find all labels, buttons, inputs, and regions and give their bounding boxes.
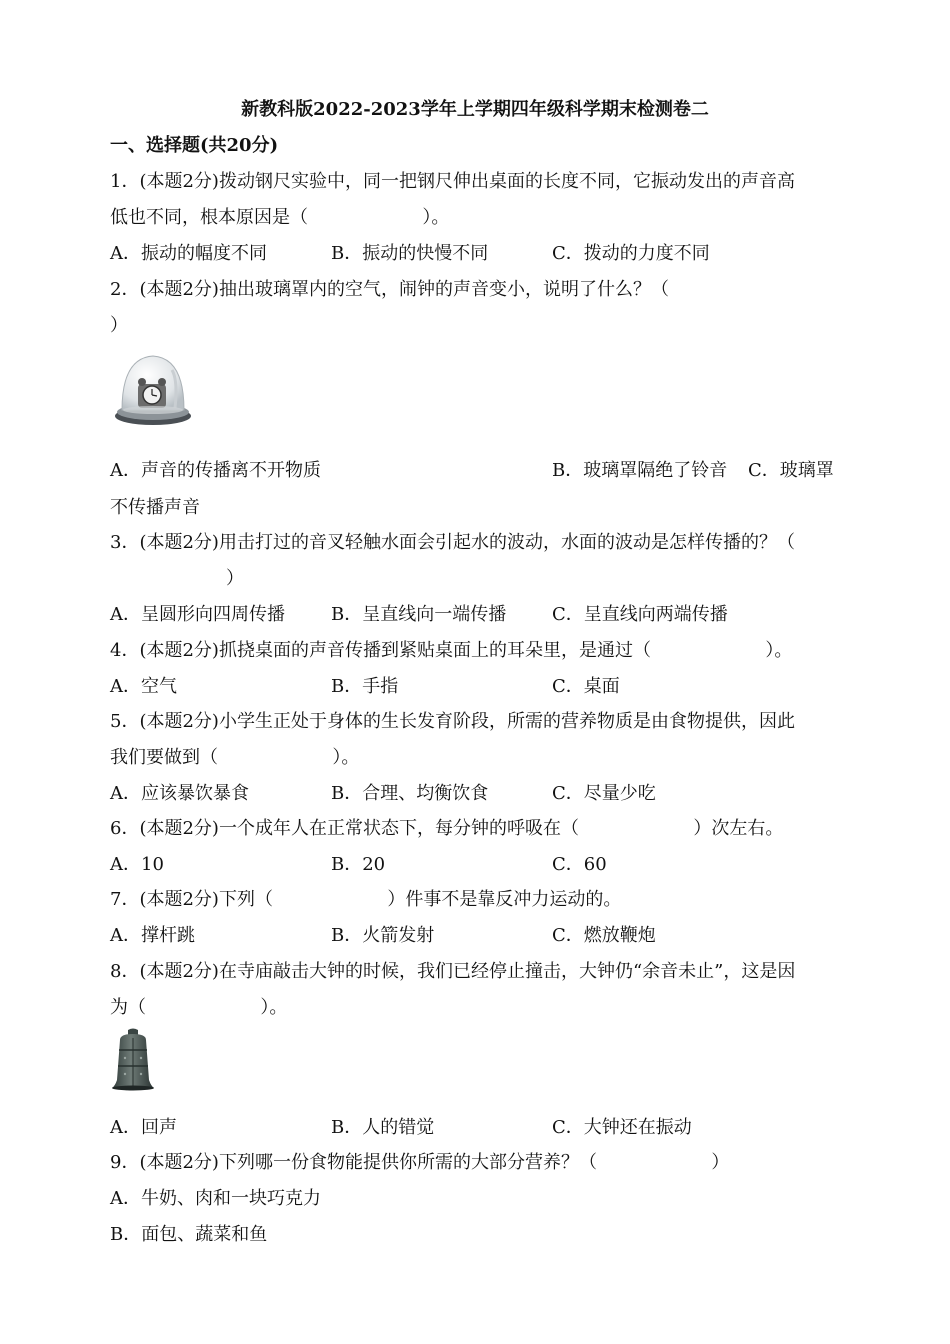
question-7-line-1: 7．(本题2分)下列（ ）件事不是靠反冲力运动的。 (110, 889, 622, 910)
question-8-option-c: C．大钟还在振动 (552, 1117, 692, 1138)
question-2-option-c-continued: 不传播声音 (110, 497, 200, 518)
question-6-option-a: A．10 (110, 854, 164, 875)
question-6-option-b: B．20 (331, 854, 386, 875)
question-3-option-a: A．呈圆形向四周传播 (110, 604, 285, 625)
question-7-option-b: B．火箭发射 (331, 925, 435, 946)
question-3-line-1: 3．(本题2分)用击打过的音叉轻触水面会引起水的波动，水面的波动是怎样传播的？（ (110, 532, 795, 553)
question-9-line-1: 9．(本题2分)下列哪一份食物能提供你所需的大部分营养？（ ） (110, 1152, 730, 1173)
question-9-option-b: B．面包、蔬菜和鱼 (110, 1224, 268, 1245)
question-4-option-c: C．桌面 (552, 676, 620, 697)
question-8-line-1: 8．(本题2分)在寺庙敲击大钟的时候，我们已经停止撞击，大钟仍“余音未止”，这是因 (110, 961, 796, 982)
question-3-option-b: B．呈直线向一端传播 (331, 604, 507, 625)
question-5-option-c: C．尽量少吃 (552, 783, 656, 804)
question-5-option-b: B．合理、均衡饮食 (331, 783, 489, 804)
question-6-option-c: C．60 (552, 854, 607, 875)
question-4-option-b: B．手指 (331, 676, 399, 697)
temple-bell-image (110, 1028, 156, 1092)
question-3-line-2: ） (226, 568, 244, 589)
question-4-line-1: 4．(本题2分)抓挠桌面的声音传播到紧贴桌面上的耳朵里，是通过（ ）。 (110, 640, 793, 661)
section-heading: 一、选择题(共20分) (110, 135, 279, 156)
question-5-line-2: 我们要做到（ ）。 (110, 747, 360, 768)
question-8-line-2: 为（ ）。 (110, 997, 288, 1018)
question-3-option-c: C．呈直线向两端传播 (552, 604, 728, 625)
page-title: 新教科版2022-2023学年上学期四年级科学期末检测卷二 (241, 99, 709, 120)
question-1-option-c: C．拨动的力度不同 (552, 243, 710, 264)
question-2-line-2: ） (110, 315, 128, 336)
question-2-option-a: A．声音的传播离不开物质 (110, 460, 321, 481)
bell-jar-alarm-clock-image (112, 350, 194, 428)
question-8-option-b: B．人的错觉 (331, 1117, 435, 1138)
question-1-option-b: B．振动的快慢不同 (331, 243, 489, 264)
question-2-option-b: B．玻璃罩隔绝了铃音 (552, 460, 728, 481)
question-2-line-1: 2．(本题2分)抽出玻璃罩内的空气，闹钟的声音变小，说明了什么？（ (110, 279, 669, 300)
question-9-option-a: A．牛奶、肉和一块巧克力 (110, 1188, 321, 1209)
question-2-option-c: C．玻璃罩 (748, 460, 834, 481)
question-5-line-1: 5．(本题2分)小学生正处于身体的生长发育阶段，所需的营养物质是由食物提供，因此 (110, 711, 795, 732)
question-5-option-a: A．应该暴饮暴食 (110, 783, 249, 804)
question-4-option-a: A．空气 (110, 676, 177, 697)
question-8-option-a: A．回声 (110, 1117, 177, 1138)
question-7-option-c: C．燃放鞭炮 (552, 925, 656, 946)
question-6-line-1: 6．(本题2分)一个成年人在正常状态下，每分钟的呼吸在（ ）次左右。 (110, 818, 784, 839)
question-1-line-2: 低也不同，根本原因是（ ）。 (110, 207, 450, 228)
question-1-line-1: 1．(本题2分)拨动钢尺实验中，同一把钢尺伸出桌面的长度不同，它振动发出的声音高 (110, 171, 795, 192)
question-1-option-a: A．振动的幅度不同 (110, 243, 267, 264)
question-7-option-a: A．撑杆跳 (110, 925, 195, 946)
